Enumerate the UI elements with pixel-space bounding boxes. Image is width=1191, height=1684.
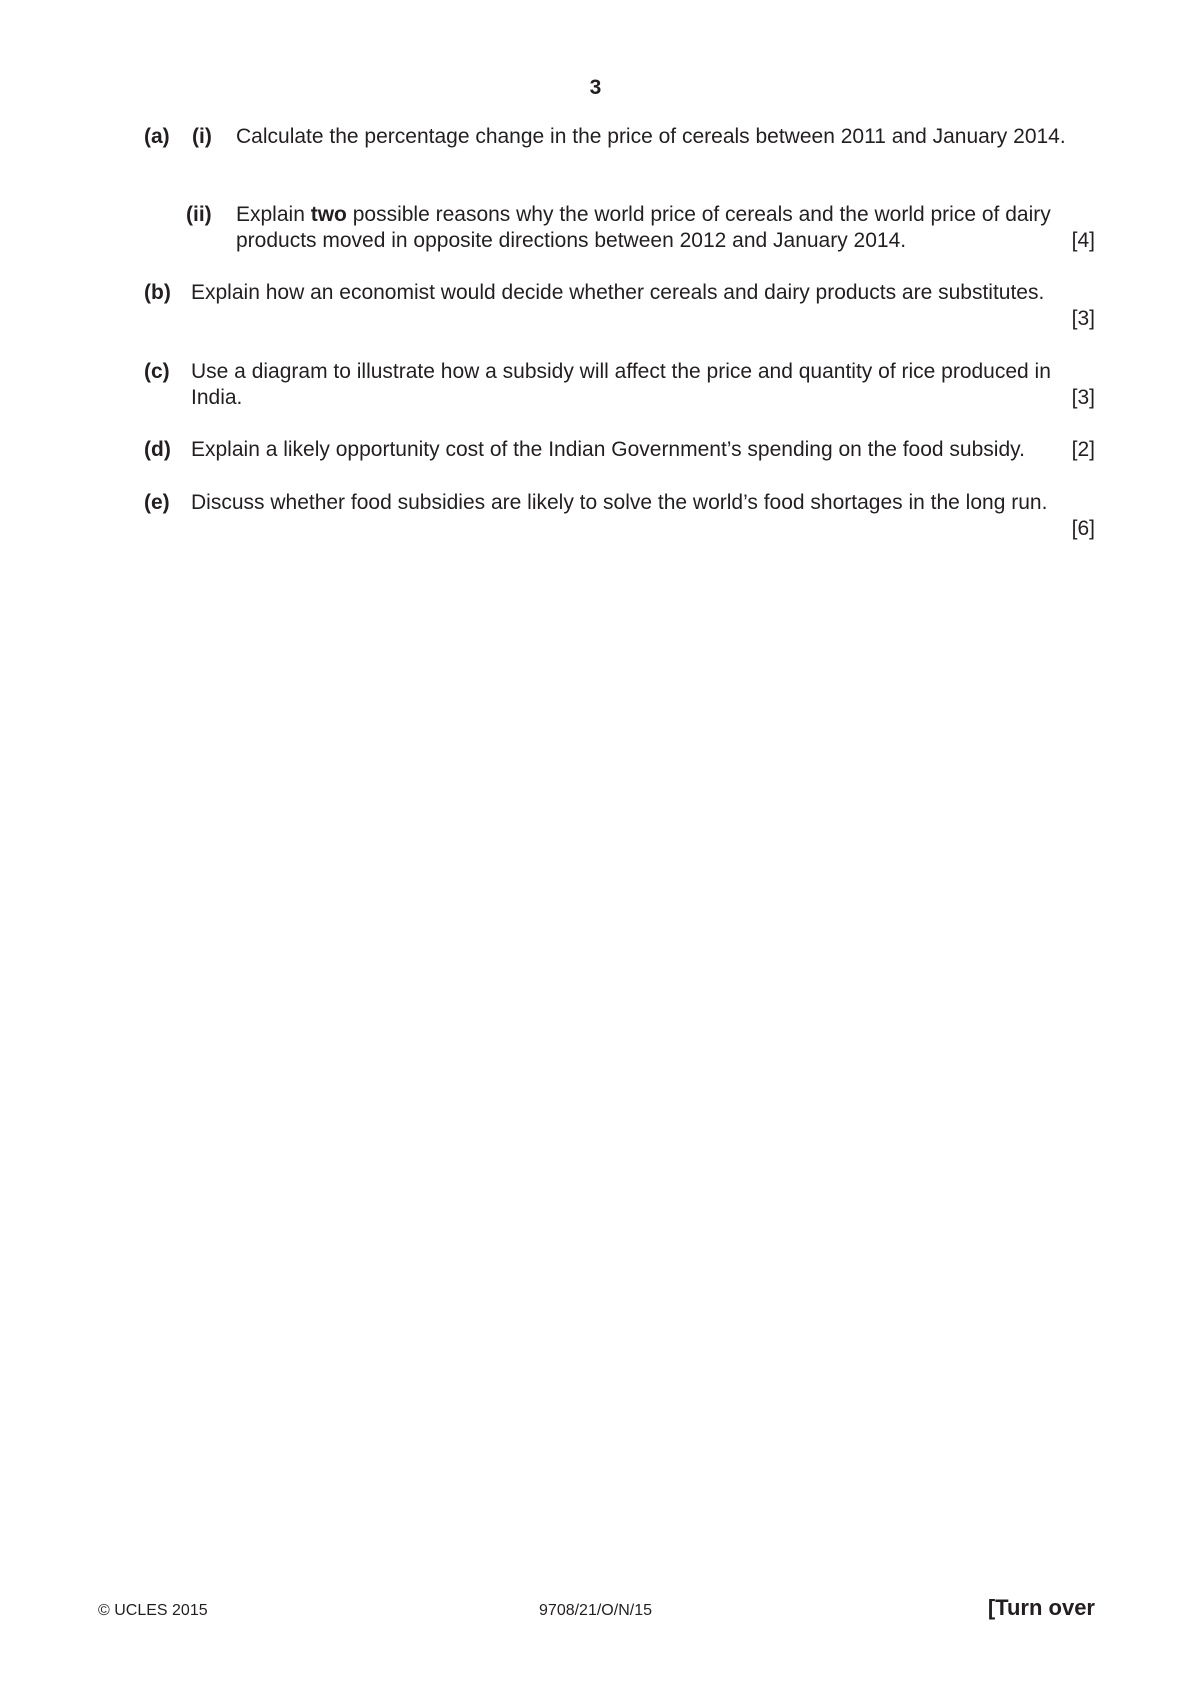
question-a-ii-line2: products moved in opposite directions between 2012 and January 2014.: [236, 229, 907, 252]
question-c-line1: Use a diagram to illustrate how a subsidy will affect the price and quantity of rice produced in: [191, 360, 1051, 383]
question-e-label: (e): [144, 491, 170, 514]
question-e-text: Discuss whether food subsidies are likely to solve the world’s food shortages in the long run.: [191, 491, 1048, 514]
question-d-mark: [2]: [1071, 438, 1095, 461]
question-a-ii-line1-pre: Explain: [236, 203, 311, 226]
footer-copyright: © UCLES 2015: [98, 1602, 208, 1619]
question-e-mark: [6]: [1071, 517, 1095, 540]
question-a-ii-line1: [236, 202, 1051, 228]
question-b-label: (b): [144, 281, 171, 304]
question-b-text: Explain how an economist would decide whether cereals and dairy products are substitutes.: [191, 281, 1045, 304]
question-a-label: (a): [144, 125, 170, 148]
question-a-ii-line1-post: possible reasons why the world price of cereals and the world price of dairy: [346, 203, 1051, 226]
page-number: 3: [589, 76, 602, 99]
question-a-i-text: Calculate the percentage change in the price of cereals between 2011 and January 2014.: [236, 125, 1066, 148]
question-d-label: (d): [144, 438, 171, 461]
footer-paper-code: 9708/21/O/N/15: [539, 1602, 652, 1619]
question-b-mark: [3]: [1071, 307, 1095, 330]
question-a-ii-label: (ii): [186, 203, 212, 226]
question-a-ii-emphasis: two: [310, 203, 347, 226]
footer-turn-over: [Turn over: [987, 1595, 1095, 1620]
question-c-mark: [3]: [1071, 386, 1095, 409]
question-c-line2: India.: [191, 386, 243, 409]
question-d-text: Explain a likely opportunity cost of the Indian Government’s spending on the food subsidy.: [191, 438, 1025, 461]
question-a-i-label: (i): [192, 125, 212, 148]
question-c-label: (c): [144, 360, 170, 383]
question-a-ii-mark: [4]: [1071, 229, 1095, 252]
